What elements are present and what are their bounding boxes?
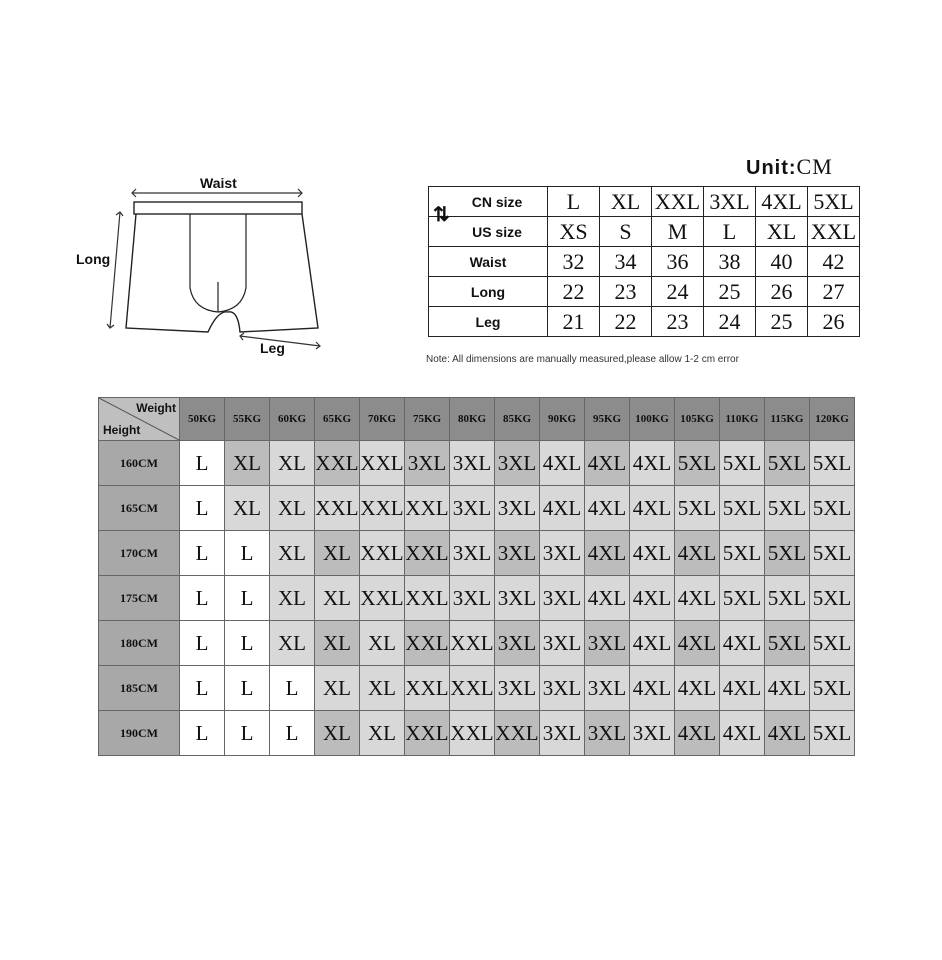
weight-header: 100KG [630,398,675,441]
size-chart-cell: XXL [360,486,405,531]
size-row [429,307,860,337]
weight-header: 60KG [270,398,315,441]
size-cell: XXL [808,217,860,247]
long-label: Long [76,251,111,267]
size-table [428,186,860,337]
height-header: 160CM [99,441,180,486]
size-chart-cell: 3XL [495,531,540,576]
size-chart-cell: XL [270,486,315,531]
size-cell: 3XL [704,187,756,217]
size-chart-cell: 3XL [495,576,540,621]
size-chart-cell: XL [315,576,360,621]
size-chart-cell: 3XL [585,666,630,711]
size-chart-cell: L [180,531,225,576]
size-row [429,247,860,277]
size-chart-cell: 3XL [450,576,495,621]
size-chart-cell: XL [225,441,270,486]
size-chart-cell: L [225,711,270,756]
size-chart-cell: L [270,666,315,711]
weight-header: 50KG [180,398,225,441]
size-chart-cell: 4XL [720,666,765,711]
size-cell: S [600,217,652,247]
size-cell: 36 [652,247,704,277]
size-chart-cell: 5XL [720,576,765,621]
chart-row [99,441,855,486]
size-cell: 21 [548,307,600,337]
size-chart-cell: XXL [450,666,495,711]
size-cell: L [704,217,756,247]
size-chart-cell: 3XL [585,711,630,756]
size-row-head: Leg [429,307,548,337]
size-chart-cell: L [225,576,270,621]
size-cell: 32 [548,247,600,277]
chart-row [99,486,855,531]
size-chart-cell: L [180,576,225,621]
size-chart-cell: XXL [315,441,360,486]
size-chart-cell: XXL [360,576,405,621]
weight-header: 80KG [450,398,495,441]
size-chart-cell: XL [315,621,360,666]
size-chart-cell: 3XL [540,621,585,666]
size-cell: 23 [652,307,704,337]
size-row [429,187,860,217]
weight-header: 90KG [540,398,585,441]
weight-header: 110KG [720,398,765,441]
size-chart-cell: 3XL [405,441,450,486]
size-row-head: CN size ⇅ [429,187,548,217]
size-chart-cell: XL [315,531,360,576]
size-chart-cell: XL [270,576,315,621]
height-header: 190CM [99,711,180,756]
size-chart-cell: 4XL [540,486,585,531]
size-cell: 27 [808,277,860,307]
weight-header: 75KG [405,398,450,441]
chart-row [99,711,855,756]
size-chart-cell: L [225,531,270,576]
size-cell: 4XL [756,187,808,217]
size-cell: 26 [808,307,860,337]
size-chart-cell: XXL [405,666,450,711]
waist-label: Waist [200,175,237,191]
size-cell: XL [600,187,652,217]
height-header: 180CM [99,621,180,666]
size-chart-cell: XXL [450,621,495,666]
weight-header: 70KG [360,398,405,441]
weight-header: 55KG [225,398,270,441]
size-cell: 26 [756,277,808,307]
size-cell: L [548,187,600,217]
size-cell: 42 [808,247,860,277]
size-chart-cell: XL [360,711,405,756]
weight-axis-label: Weight [136,401,176,415]
boxer-outline-icon [70,170,330,370]
size-cell: 5XL [808,187,860,217]
size-cell: 38 [704,247,756,277]
height-header: 165CM [99,486,180,531]
chart-row [99,666,855,711]
size-cell: 40 [756,247,808,277]
size-chart-cell: 5XL [810,441,855,486]
weight-header: 65KG [315,398,360,441]
size-chart-cell: 5XL [720,531,765,576]
chart-row [99,531,855,576]
size-cell: 25 [704,277,756,307]
size-chart-cell: 5XL [810,576,855,621]
size-chart-cell: XL [270,531,315,576]
size-chart-cell: 5XL [675,486,720,531]
size-cell: XXL [652,187,704,217]
chart-corner [99,398,180,441]
size-chart-cell: 3XL [540,666,585,711]
size-row [429,217,860,247]
size-chart-cell: 3XL [585,621,630,666]
size-chart-cell: XXL [405,621,450,666]
size-chart-cell: 4XL [675,621,720,666]
size-chart-cell: L [180,441,225,486]
size-chart-cell: 4XL [630,621,675,666]
size-chart-cell: XL [315,711,360,756]
size-chart-cell: 3XL [495,621,540,666]
size-chart-cell: XXL [495,711,540,756]
size-chart-cell: 4XL [585,441,630,486]
size-row [429,277,860,307]
size-chart-cell: 5XL [810,486,855,531]
size-chart-cell: L [180,621,225,666]
size-chart [98,397,855,756]
size-chart-cell: 4XL [720,621,765,666]
unit-prefix: Unit: [746,157,797,179]
size-chart-cell: 5XL [765,486,810,531]
size-chart-cell: 5XL [675,441,720,486]
height-header: 170CM [99,531,180,576]
size-row-head: Waist [429,247,548,277]
size-row-head: US size [429,217,548,247]
weight-header: 85KG [495,398,540,441]
size-chart-cell: XXL [450,711,495,756]
size-chart-cell: XXL [315,486,360,531]
size-chart-cell: 4XL [675,666,720,711]
size-cell: 22 [548,277,600,307]
size-chart-cell: 4XL [675,531,720,576]
size-chart-cell: L [180,486,225,531]
size-cell: 25 [756,307,808,337]
size-chart-cell: XXL [360,441,405,486]
unit-label [746,154,833,180]
leg-label: Leg [260,340,285,356]
size-chart-cell: XL [315,666,360,711]
size-cell: 34 [600,247,652,277]
size-chart-cell: 3XL [450,441,495,486]
size-chart-cell: 4XL [630,531,675,576]
size-chart-cell: L [225,621,270,666]
weight-header: 105KG [675,398,720,441]
size-chart-cell: XL [225,486,270,531]
size-cell: 24 [704,307,756,337]
size-chart-cell: 4XL [630,441,675,486]
height-header: 185CM [99,666,180,711]
size-chart-cell: 4XL [585,576,630,621]
size-cell: 23 [600,277,652,307]
size-cell: 22 [600,307,652,337]
chart-row [99,621,855,666]
chart-row [99,576,855,621]
size-chart-cell: L [180,666,225,711]
weight-header: 120KG [810,398,855,441]
size-chart-cell: 3XL [450,531,495,576]
size-chart-cell: L [180,711,225,756]
size-chart-cell: 3XL [540,531,585,576]
size-chart-cell: L [270,711,315,756]
size-chart-cell: 3XL [495,441,540,486]
swap-arrows-icon: ⇅ [433,204,450,226]
size-chart-cell: 5XL [720,441,765,486]
size-chart-cell: 5XL [810,621,855,666]
size-chart-cell: 5XL [765,576,810,621]
size-chart-cell: 4XL [765,711,810,756]
size-chart-cell: 5XL [765,441,810,486]
size-chart-cell: 4XL [540,441,585,486]
unit-value: CM [796,154,833,179]
size-chart-cell: XL [360,666,405,711]
size-cell: XL [756,217,808,247]
size-chart-cell: 5XL [765,531,810,576]
size-chart-cell: XXL [405,711,450,756]
size-chart-cell: XXL [405,486,450,531]
size-chart-cell: L [225,666,270,711]
size-chart-cell: 4XL [675,576,720,621]
size-chart-cell: XL [270,441,315,486]
size-chart-cell: 5XL [720,486,765,531]
garment-diagram [70,170,330,370]
size-chart-cell: 4XL [720,711,765,756]
size-chart-cell: 3XL [540,576,585,621]
size-cell: XS [548,217,600,247]
size-chart-cell: 4XL [630,576,675,621]
size-chart-cell: 4XL [585,531,630,576]
size-chart-cell: 5XL [810,531,855,576]
size-chart-cell: XL [270,621,315,666]
height-axis-label: Height [103,423,141,437]
weight-header: 115KG [765,398,810,441]
size-chart-cell: 5XL [810,666,855,711]
size-chart-cell: XL [360,621,405,666]
size-chart-cell: 5XL [765,621,810,666]
size-cell: 24 [652,277,704,307]
size-chart-cell: 4XL [765,666,810,711]
size-chart-cell: 3XL [630,711,675,756]
size-chart-cell: 4XL [630,666,675,711]
size-chart-cell: 3XL [495,666,540,711]
size-chart-cell: 5XL [810,711,855,756]
height-header: 175CM [99,576,180,621]
size-chart-cell: 4XL [630,486,675,531]
size-chart-cell: 3XL [450,486,495,531]
size-chart-cell: 4XL [585,486,630,531]
size-chart-cell: 4XL [675,711,720,756]
size-cell: M [652,217,704,247]
size-chart-cell: XXL [360,531,405,576]
size-chart-cell: XXL [405,531,450,576]
size-chart-cell: XXL [405,576,450,621]
size-chart-cell: 3XL [540,711,585,756]
weight-header: 95KG [585,398,630,441]
size-chart-cell: 3XL [495,486,540,531]
size-row-head: Long [429,277,548,307]
measurement-note: Note: All dimensions are manually measured,please allow 1-2 cm error [426,354,739,365]
